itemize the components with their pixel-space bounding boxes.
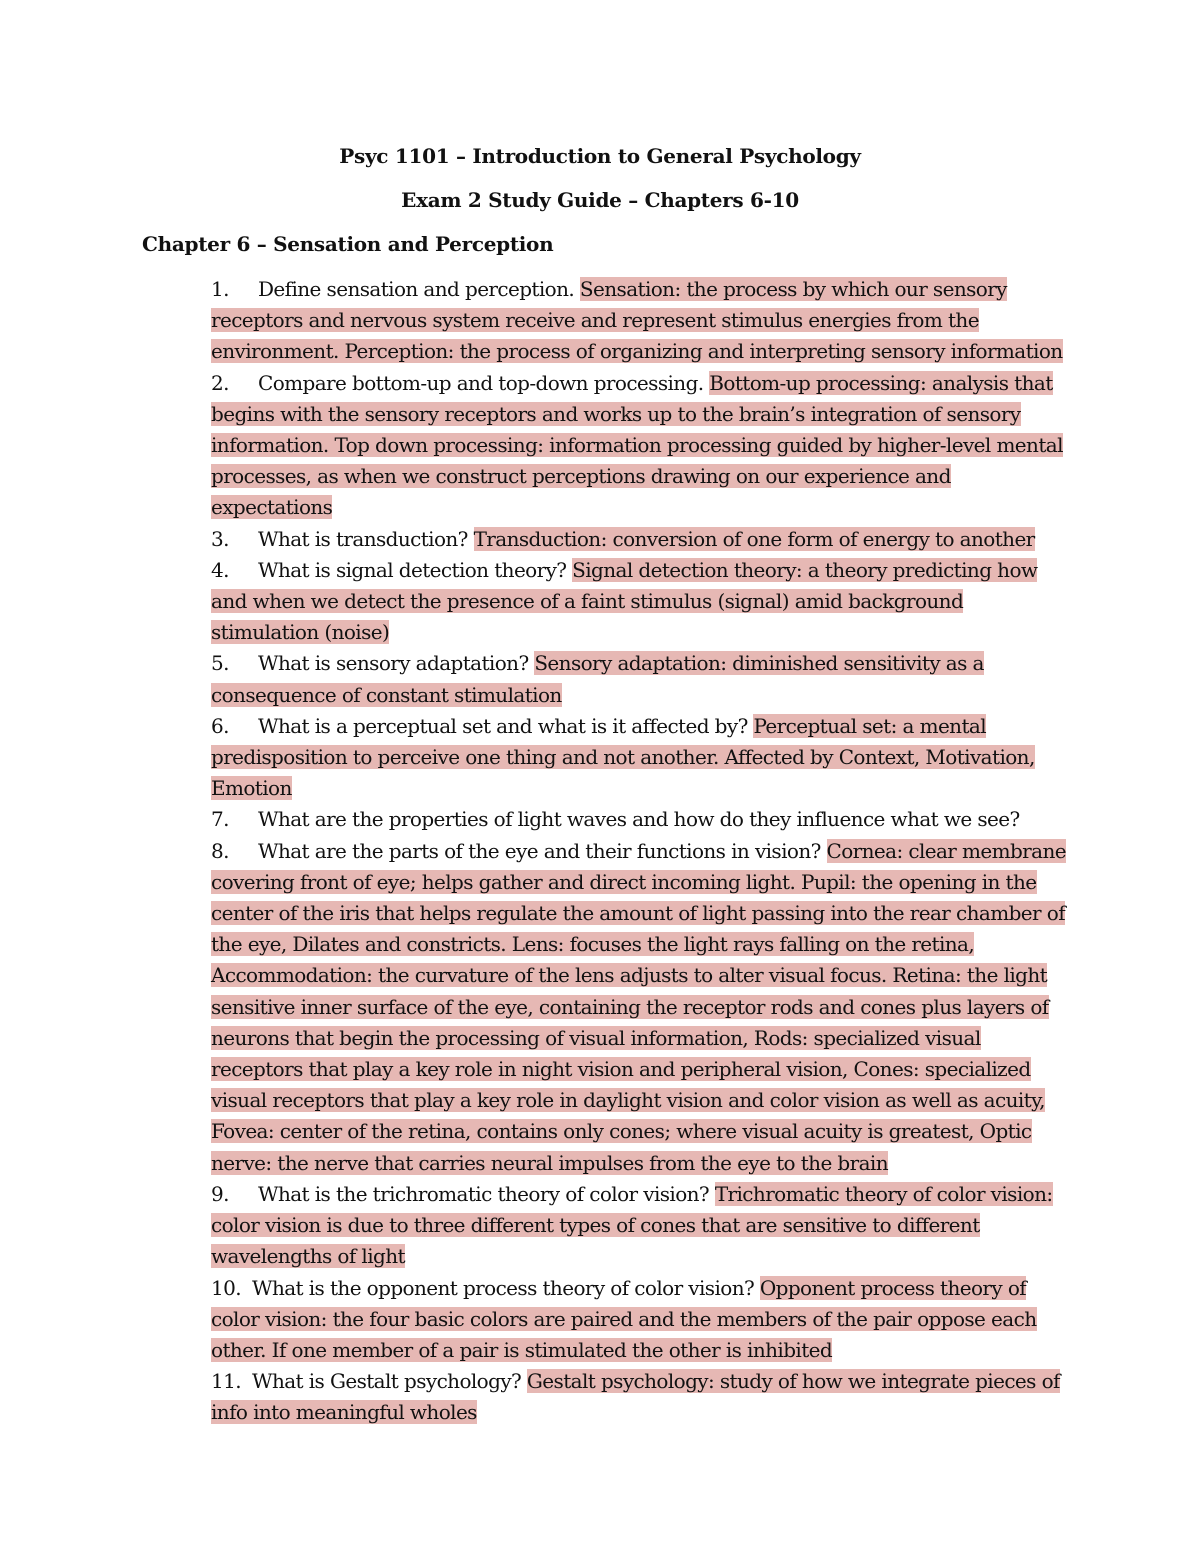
highlighted-answer: Sensation: the process by which our sensory receptors and nervous system receive and represent stimulus energies from the environment. Perception: the process of organizing and interpreting sensory information (211, 277, 1063, 364)
document-title: Psyc 1101 – Introduction to General Psychology (339, 144, 861, 168)
question-number: 3. (211, 526, 229, 551)
study-question-list (211, 274, 1071, 1429)
highlighted-answer: Perceptual set: a mental predisposition to perceive one thing and not another. Affected by Context, Motivation, Emotion (211, 713, 1035, 801)
question-text: What are the parts of the eye and their functions in vision? (258, 838, 827, 863)
document-subtitle: Exam 2 Study Guide – Chapters 6-10 (401, 188, 799, 212)
question-number: 1. (211, 277, 229, 301)
question-text: What is a perceptual set and what is it affected by? (258, 713, 754, 738)
question-number: 7. (211, 807, 229, 832)
question-number: 4. (211, 557, 229, 582)
question-text: What is Gestalt psychology? (252, 1369, 527, 1394)
question-text: Compare bottom-up and top-down processing. (258, 370, 710, 395)
question-text: What is sensory adaptation? (258, 651, 535, 676)
question-text: What is transduction? (258, 526, 474, 551)
highlighted-answer: Bottom-up processing: analysis that begins with the sensory receptors and works up to the brain’s integration of sensory information. Top down processing: information processing guided by higher-level mental processes, as when we construct perceptions drawing on our experience and expectations (211, 370, 1063, 520)
question-number: 10. (211, 1275, 242, 1300)
highlighted-answer: Opponent process theory of color vision: the four basic colors are paired and the members of the pair oppose each other. If one member of a pair is stimulated the other is inhibited (211, 1275, 1037, 1362)
highlighted-answer: Transduction: conversion of one form of energy to another (473, 526, 1035, 551)
question-number: 8. (211, 838, 229, 863)
question-text: What is the trichromatic theory of color vision? (258, 1181, 715, 1206)
question-number: 2. (211, 370, 229, 395)
study-question-item (211, 524, 1071, 555)
study-question-item (211, 1179, 1071, 1273)
highlighted-answer: Cornea: clear membrane covering front of eye; helps gather and direct incoming light. Pupil: the opening in the center of the iris that helps regulate the amount of light passing into the rear chamber of the eye, Dilates and constricts. Lens: focuses the light rays falling on the retina, Accommodation: the curvature of the lens adjusts to alter visual focus. Retina: the light sensitive inner surface of the eye, containing the receptor rods and cones plus layers of neurons that begin the processing of visual information, Rods: specialized visual receptors that play a key role in night vision and peripheral vision, Cones: specialized visual receptors that play a key role in daylight vision and color vision as well as acuity, Fovea: center of the retina, contains only cones; where visual acuity is greatest, Optic nerve: the nerve that carries neural impulses from the eye to the brain (211, 838, 1066, 1175)
study-question-item (211, 555, 1071, 649)
highlighted-answer: Trichromatic theory of color vision: color vision is due to three different types of cones that are sensitive to different wavelengths of light (211, 1181, 1053, 1269)
highlighted-answer: Sensory adaptation: diminished sensitivity as a consequence of constant stimulation (211, 651, 984, 707)
question-text: Define sensation and perception. (258, 277, 580, 301)
question-number: 9. (211, 1181, 229, 1206)
question-text: What are the properties of light waves and how do they influence what we see? (258, 807, 1020, 832)
question-number: 11. (211, 1369, 242, 1394)
chapter-heading: Chapter 6 – Sensation and Perception (142, 232, 554, 256)
question-number: 5. (211, 651, 229, 676)
study-question-item (211, 1366, 1071, 1428)
question-text: What is signal detection theory? (258, 557, 573, 582)
study-question-item (211, 836, 1071, 1179)
study-question-item (211, 274, 1071, 368)
highlighted-answer: Signal detection theory: a theory predicting how and when we detect the presence of a faint stimulus (signal) amid background stimulation (noise) (211, 557, 1038, 645)
highlighted-answer: Gestalt psychology: study of how we integrate pieces of info into meaningful wholes (211, 1369, 1060, 1425)
question-text: What is the opponent process theory of color vision? (252, 1275, 760, 1300)
study-question-item (211, 804, 1071, 835)
study-question-item (211, 711, 1071, 805)
study-question-item (211, 648, 1071, 710)
study-question-item (211, 368, 1071, 524)
study-question-item (211, 1273, 1071, 1367)
question-number: 6. (211, 713, 229, 738)
